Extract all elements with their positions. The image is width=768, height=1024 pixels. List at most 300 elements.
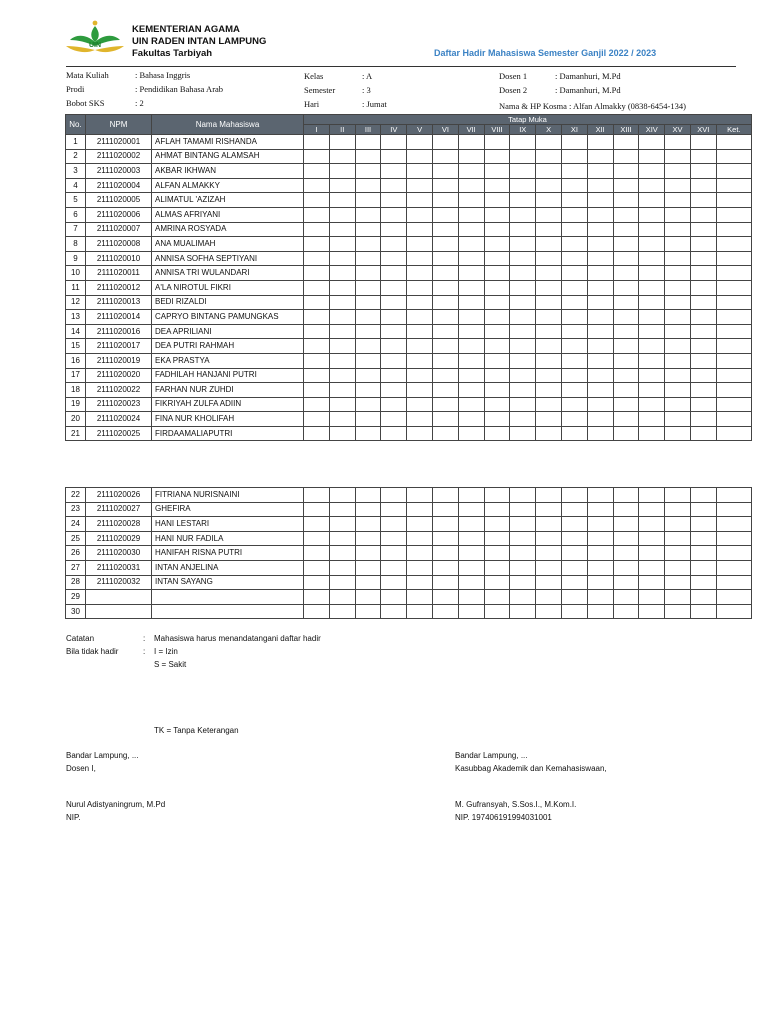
ket-cell[interactable] [716,590,751,605]
attendance-cell[interactable] [510,164,536,179]
attendance-cell[interactable] [510,531,536,546]
attendance-cell[interactable] [458,368,484,383]
attendance-cell[interactable] [407,280,433,295]
attendance-cell[interactable] [536,295,562,310]
attendance-cell[interactable] [484,560,510,575]
attendance-cell[interactable] [304,266,330,281]
ket-cell[interactable] [716,207,751,222]
attendance-cell[interactable] [484,353,510,368]
attendance-cell[interactable] [304,251,330,266]
attendance-cell[interactable] [639,426,665,441]
attendance-cell[interactable] [561,339,587,354]
attendance-cell[interactable] [407,222,433,237]
attendance-cell[interactable] [432,397,458,412]
ket-cell[interactable] [716,560,751,575]
attendance-cell[interactable] [407,295,433,310]
attendance-cell[interactable] [458,383,484,398]
attendance-cell[interactable] [510,149,536,164]
attendance-cell[interactable] [665,149,691,164]
attendance-cell[interactable] [690,604,716,619]
attendance-cell[interactable] [536,590,562,605]
attendance-cell[interactable] [458,178,484,193]
attendance-cell[interactable] [613,502,639,517]
attendance-cell[interactable] [665,560,691,575]
attendance-cell[interactable] [458,280,484,295]
attendance-cell[interactable] [484,149,510,164]
attendance-cell[interactable] [304,488,330,503]
attendance-cell[interactable] [613,560,639,575]
attendance-cell[interactable] [355,412,381,427]
attendance-cell[interactable] [355,590,381,605]
attendance-cell[interactable] [665,135,691,150]
attendance-cell[interactable] [355,251,381,266]
attendance-cell[interactable] [381,560,407,575]
attendance-cell[interactable] [458,575,484,590]
attendance-cell[interactable] [510,502,536,517]
attendance-cell[interactable] [407,339,433,354]
attendance-cell[interactable] [484,222,510,237]
attendance-cell[interactable] [587,222,613,237]
attendance-cell[interactable] [304,164,330,179]
attendance-cell[interactable] [484,604,510,619]
attendance-cell[interactable] [432,488,458,503]
attendance-cell[interactable] [639,560,665,575]
attendance-cell[interactable] [304,178,330,193]
attendance-cell[interactable] [484,590,510,605]
attendance-cell[interactable] [561,222,587,237]
attendance-cell[interactable] [536,560,562,575]
ket-cell[interactable] [716,251,751,266]
attendance-cell[interactable] [613,604,639,619]
attendance-cell[interactable] [639,178,665,193]
attendance-cell[interactable] [381,149,407,164]
attendance-cell[interactable] [639,251,665,266]
attendance-cell[interactable] [329,207,355,222]
attendance-cell[interactable] [381,266,407,281]
attendance-cell[interactable] [639,295,665,310]
attendance-cell[interactable] [304,604,330,619]
ket-cell[interactable] [716,222,751,237]
attendance-cell[interactable] [561,604,587,619]
attendance-cell[interactable] [355,517,381,532]
attendance-cell[interactable] [587,517,613,532]
attendance-cell[interactable] [536,164,562,179]
attendance-cell[interactable] [381,488,407,503]
ket-cell[interactable] [716,353,751,368]
ket-cell[interactable] [716,193,751,208]
attendance-cell[interactable] [613,222,639,237]
attendance-cell[interactable] [587,502,613,517]
attendance-cell[interactable] [407,368,433,383]
attendance-cell[interactable] [355,488,381,503]
attendance-cell[interactable] [458,339,484,354]
attendance-cell[interactable] [458,412,484,427]
attendance-cell[interactable] [432,531,458,546]
attendance-cell[interactable] [561,310,587,325]
attendance-cell[interactable] [355,207,381,222]
attendance-cell[interactable] [484,531,510,546]
attendance-cell[interactable] [690,178,716,193]
attendance-cell[interactable] [458,295,484,310]
attendance-cell[interactable] [432,193,458,208]
attendance-cell[interactable] [665,193,691,208]
attendance-cell[interactable] [304,560,330,575]
attendance-cell[interactable] [381,310,407,325]
attendance-cell[interactable] [484,135,510,150]
attendance-cell[interactable] [587,339,613,354]
ket-cell[interactable] [716,546,751,561]
attendance-cell[interactable] [432,310,458,325]
attendance-cell[interactable] [304,397,330,412]
attendance-cell[interactable] [510,310,536,325]
attendance-cell[interactable] [407,412,433,427]
attendance-cell[interactable] [587,426,613,441]
attendance-cell[interactable] [613,531,639,546]
attendance-cell[interactable] [561,135,587,150]
attendance-cell[interactable] [587,295,613,310]
attendance-cell[interactable] [329,575,355,590]
attendance-cell[interactable] [484,193,510,208]
attendance-cell[interactable] [381,383,407,398]
attendance-cell[interactable] [536,135,562,150]
attendance-cell[interactable] [484,412,510,427]
attendance-cell[interactable] [510,135,536,150]
attendance-cell[interactable] [613,412,639,427]
attendance-cell[interactable] [355,546,381,561]
attendance-cell[interactable] [690,339,716,354]
attendance-cell[interactable] [432,517,458,532]
attendance-cell[interactable] [587,383,613,398]
attendance-cell[interactable] [304,531,330,546]
attendance-cell[interactable] [639,397,665,412]
attendance-cell[interactable] [665,426,691,441]
attendance-cell[interactable] [690,222,716,237]
ket-cell[interactable] [716,149,751,164]
attendance-cell[interactable] [304,383,330,398]
attendance-cell[interactable] [407,353,433,368]
attendance-cell[interactable] [510,280,536,295]
attendance-cell[interactable] [561,368,587,383]
attendance-cell[interactable] [665,295,691,310]
attendance-cell[interactable] [432,324,458,339]
attendance-cell[interactable] [613,383,639,398]
attendance-cell[interactable] [458,488,484,503]
attendance-cell[interactable] [432,368,458,383]
attendance-cell[interactable] [639,207,665,222]
attendance-cell[interactable] [690,207,716,222]
attendance-cell[interactable] [587,546,613,561]
attendance-cell[interactable] [458,164,484,179]
ket-cell[interactable] [716,339,751,354]
attendance-cell[interactable] [536,310,562,325]
attendance-cell[interactable] [665,368,691,383]
attendance-cell[interactable] [510,426,536,441]
attendance-cell[interactable] [536,324,562,339]
attendance-cell[interactable] [536,604,562,619]
attendance-cell[interactable] [587,397,613,412]
attendance-cell[interactable] [587,266,613,281]
attendance-cell[interactable] [407,575,433,590]
attendance-cell[interactable] [639,310,665,325]
attendance-cell[interactable] [613,517,639,532]
attendance-cell[interactable] [355,397,381,412]
attendance-cell[interactable] [458,426,484,441]
attendance-cell[interactable] [561,575,587,590]
attendance-cell[interactable] [355,353,381,368]
attendance-cell[interactable] [690,575,716,590]
attendance-cell[interactable] [587,368,613,383]
ket-cell[interactable] [716,178,751,193]
attendance-cell[interactable] [510,488,536,503]
attendance-cell[interactable] [613,426,639,441]
attendance-cell[interactable] [587,488,613,503]
attendance-cell[interactable] [639,266,665,281]
attendance-cell[interactable] [665,324,691,339]
attendance-cell[interactable] [304,295,330,310]
attendance-cell[interactable] [613,353,639,368]
attendance-cell[interactable] [355,178,381,193]
attendance-cell[interactable] [484,207,510,222]
attendance-cell[interactable] [484,426,510,441]
attendance-cell[interactable] [510,604,536,619]
attendance-cell[interactable] [484,266,510,281]
attendance-cell[interactable] [665,383,691,398]
attendance-cell[interactable] [329,222,355,237]
attendance-cell[interactable] [329,339,355,354]
attendance-cell[interactable] [613,590,639,605]
attendance-cell[interactable] [536,412,562,427]
attendance-cell[interactable] [690,426,716,441]
attendance-cell[interactable] [536,193,562,208]
attendance-cell[interactable] [561,324,587,339]
attendance-cell[interactable] [407,531,433,546]
attendance-cell[interactable] [304,502,330,517]
attendance-cell[interactable] [329,135,355,150]
attendance-cell[interactable] [639,590,665,605]
ket-cell[interactable] [716,604,751,619]
attendance-cell[interactable] [458,517,484,532]
attendance-cell[interactable] [355,368,381,383]
attendance-cell[interactable] [329,383,355,398]
attendance-cell[interactable] [639,383,665,398]
attendance-cell[interactable] [458,560,484,575]
attendance-cell[interactable] [407,207,433,222]
attendance-cell[interactable] [355,502,381,517]
attendance-cell[interactable] [484,502,510,517]
attendance-cell[interactable] [407,604,433,619]
ket-cell[interactable] [716,280,751,295]
attendance-cell[interactable] [613,135,639,150]
attendance-cell[interactable] [329,353,355,368]
attendance-cell[interactable] [329,237,355,252]
attendance-cell[interactable] [587,560,613,575]
attendance-cell[interactable] [484,164,510,179]
attendance-cell[interactable] [510,383,536,398]
attendance-cell[interactable] [329,604,355,619]
attendance-cell[interactable] [613,310,639,325]
attendance-cell[interactable] [665,280,691,295]
attendance-cell[interactable] [561,560,587,575]
attendance-cell[interactable] [665,502,691,517]
attendance-cell[interactable] [458,222,484,237]
attendance-cell[interactable] [355,266,381,281]
attendance-cell[interactable] [304,590,330,605]
attendance-cell[interactable] [329,517,355,532]
attendance-cell[interactable] [484,280,510,295]
attendance-cell[interactable] [639,149,665,164]
attendance-cell[interactable] [690,531,716,546]
attendance-cell[interactable] [304,324,330,339]
ket-cell[interactable] [716,412,751,427]
attendance-cell[interactable] [432,135,458,150]
attendance-cell[interactable] [432,339,458,354]
attendance-cell[interactable] [639,135,665,150]
attendance-cell[interactable] [329,368,355,383]
attendance-cell[interactable] [639,604,665,619]
attendance-cell[interactable] [536,368,562,383]
attendance-cell[interactable] [587,193,613,208]
attendance-cell[interactable] [381,237,407,252]
attendance-cell[interactable] [381,207,407,222]
attendance-cell[interactable] [381,339,407,354]
attendance-cell[interactable] [536,517,562,532]
attendance-cell[interactable] [690,135,716,150]
attendance-cell[interactable] [381,426,407,441]
attendance-cell[interactable] [329,193,355,208]
attendance-cell[interactable] [587,280,613,295]
attendance-cell[interactable] [458,266,484,281]
attendance-cell[interactable] [484,575,510,590]
attendance-cell[interactable] [536,237,562,252]
attendance-cell[interactable] [432,546,458,561]
attendance-cell[interactable] [432,237,458,252]
attendance-cell[interactable] [536,531,562,546]
attendance-cell[interactable] [536,266,562,281]
attendance-cell[interactable] [587,164,613,179]
attendance-cell[interactable] [484,383,510,398]
attendance-cell[interactable] [690,488,716,503]
attendance-cell[interactable] [304,280,330,295]
attendance-cell[interactable] [510,178,536,193]
attendance-cell[interactable] [407,310,433,325]
attendance-cell[interactable] [613,149,639,164]
attendance-cell[interactable] [304,207,330,222]
attendance-cell[interactable] [381,193,407,208]
ket-cell[interactable] [716,517,751,532]
attendance-cell[interactable] [381,517,407,532]
attendance-cell[interactable] [613,266,639,281]
attendance-cell[interactable] [407,135,433,150]
attendance-cell[interactable] [304,353,330,368]
attendance-cell[interactable] [432,502,458,517]
attendance-cell[interactable] [561,193,587,208]
attendance-cell[interactable] [355,280,381,295]
attendance-cell[interactable] [355,237,381,252]
attendance-cell[interactable] [536,207,562,222]
attendance-cell[interactable] [304,193,330,208]
attendance-cell[interactable] [381,575,407,590]
ket-cell[interactable] [716,502,751,517]
attendance-cell[interactable] [587,237,613,252]
attendance-cell[interactable] [432,207,458,222]
attendance-cell[interactable] [665,531,691,546]
attendance-cell[interactable] [587,412,613,427]
attendance-cell[interactable] [587,531,613,546]
ket-cell[interactable] [716,164,751,179]
attendance-cell[interactable] [690,324,716,339]
attendance-cell[interactable] [355,604,381,619]
attendance-cell[interactable] [665,412,691,427]
ket-cell[interactable] [716,397,751,412]
attendance-cell[interactable] [639,353,665,368]
attendance-cell[interactable] [639,193,665,208]
attendance-cell[interactable] [329,178,355,193]
attendance-cell[interactable] [407,149,433,164]
attendance-cell[interactable] [381,546,407,561]
attendance-cell[interactable] [639,488,665,503]
attendance-cell[interactable] [587,604,613,619]
attendance-cell[interactable] [613,324,639,339]
attendance-cell[interactable] [587,207,613,222]
attendance-cell[interactable] [536,149,562,164]
attendance-cell[interactable] [304,310,330,325]
attendance-cell[interactable] [536,488,562,503]
attendance-cell[interactable] [587,310,613,325]
attendance-cell[interactable] [613,207,639,222]
attendance-cell[interactable] [561,280,587,295]
attendance-cell[interactable] [536,426,562,441]
attendance-cell[interactable] [329,590,355,605]
attendance-cell[interactable] [665,488,691,503]
attendance-cell[interactable] [665,207,691,222]
attendance-cell[interactable] [639,237,665,252]
attendance-cell[interactable] [510,207,536,222]
attendance-cell[interactable] [639,164,665,179]
attendance-cell[interactable] [665,575,691,590]
attendance-cell[interactable] [329,502,355,517]
attendance-cell[interactable] [407,164,433,179]
attendance-cell[interactable] [639,280,665,295]
attendance-cell[interactable] [407,590,433,605]
attendance-cell[interactable] [690,149,716,164]
attendance-cell[interactable] [561,502,587,517]
attendance-cell[interactable] [432,426,458,441]
attendance-cell[interactable] [536,280,562,295]
attendance-cell[interactable] [355,575,381,590]
attendance-cell[interactable] [587,575,613,590]
attendance-cell[interactable] [665,251,691,266]
attendance-cell[interactable] [510,324,536,339]
attendance-cell[interactable] [613,368,639,383]
attendance-cell[interactable] [613,280,639,295]
attendance-cell[interactable] [484,178,510,193]
attendance-cell[interactable] [381,324,407,339]
ket-cell[interactable] [716,488,751,503]
attendance-cell[interactable] [432,178,458,193]
attendance-cell[interactable] [510,251,536,266]
attendance-cell[interactable] [587,251,613,266]
attendance-cell[interactable] [561,517,587,532]
attendance-cell[interactable] [304,546,330,561]
attendance-cell[interactable] [690,383,716,398]
attendance-cell[interactable] [561,266,587,281]
attendance-cell[interactable] [458,324,484,339]
attendance-cell[interactable] [536,546,562,561]
attendance-cell[interactable] [639,546,665,561]
attendance-cell[interactable] [665,222,691,237]
attendance-cell[interactable] [536,251,562,266]
attendance-cell[interactable] [561,178,587,193]
